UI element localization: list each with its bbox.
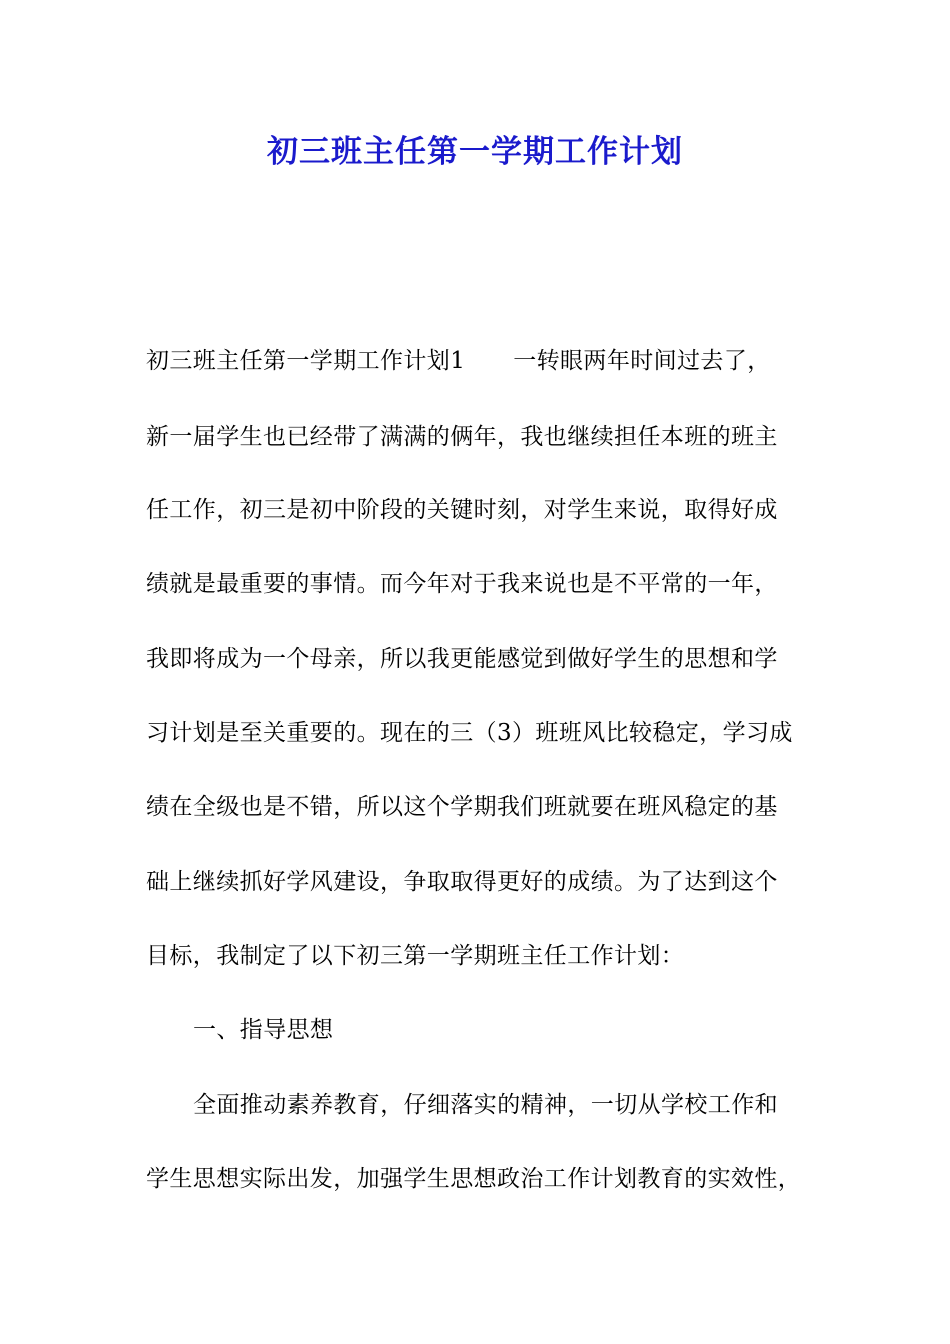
paragraph-line-6: 习计划是至关重要的。现在的三（3）班班风比较稳定，学习成 [146, 720, 793, 746]
section-heading: 一、指导思想 [193, 1017, 334, 1043]
paragraph-line-1 [146, 345, 771, 377]
paragraph-line-8: 础上继续抓好学风建设，争取取得更好的成绩。为了达到这个 [146, 869, 778, 895]
document-title: 初三班主任第一学期工作计划 [267, 134, 683, 170]
paragraph-text: 一转眼两年时间过去了， [513, 348, 771, 374]
paragraph-line-2: 新一届学生也已经带了满满的俩年，我也继续担任本班的班主 [146, 424, 778, 450]
paragraph-line-7: 绩在全级也是不错，所以这个学期我们班就要在班风稳定的基 [146, 794, 778, 820]
section-heading-inline: 初三班主任第一学期工作计划1 [146, 348, 466, 374]
paragraph-line-9: 目标，我制定了以下初三第一学期班主任工作计划： [146, 943, 685, 969]
paragraph-line-5: 我即将成为一个母亲，所以我更能感觉到做好学生的思想和学 [146, 646, 778, 672]
paragraph-line-3: 任工作，初三是初中阶段的关键时刻，对学生来说，取得好成 [146, 497, 778, 523]
paragraph-line-11: 全面推动素养教育，仔细落实的精神，一切从学校工作和 [193, 1092, 778, 1118]
paragraph-line-12: 学生思想实际出发，加强学生思想政治工作计划教育的实效性， [146, 1166, 802, 1192]
paragraph-line-4: 绩就是最重要的事情。而今年对于我来说也是不平常的一年， [146, 571, 778, 597]
